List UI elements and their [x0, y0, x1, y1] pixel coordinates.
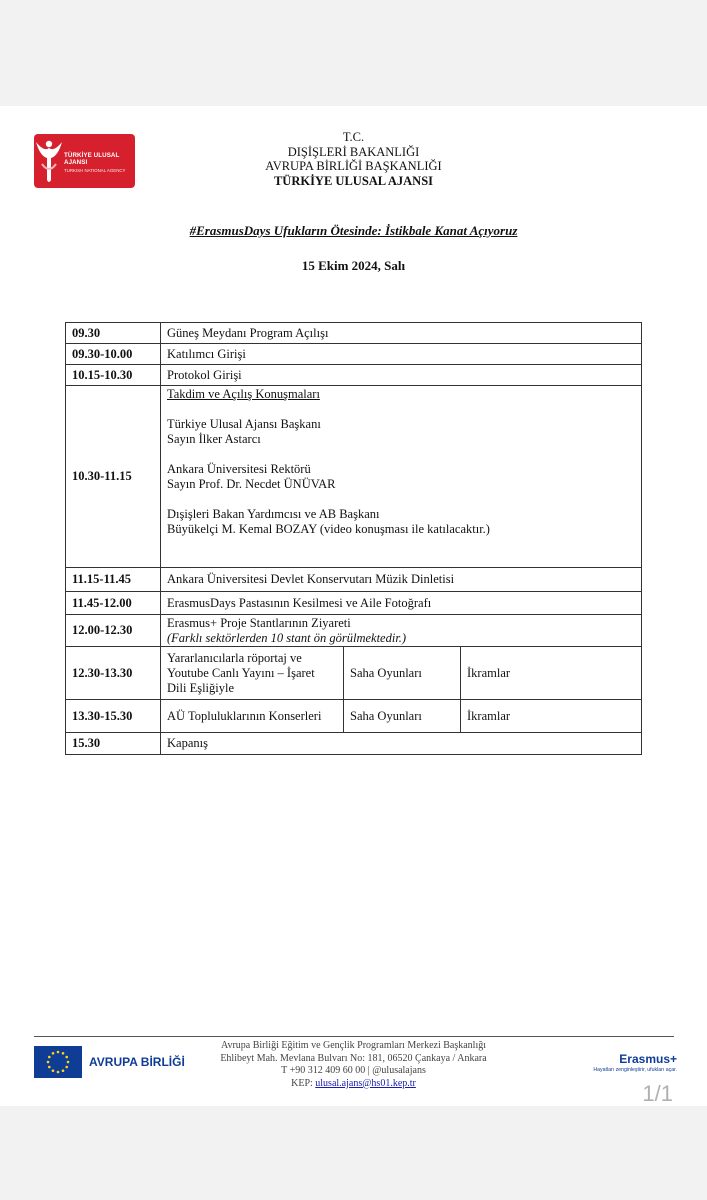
speaker-2-role: Ankara Üniversitesi Rektörü [167, 462, 311, 476]
table-row [66, 647, 642, 700]
time-cell: 10.15-10.30 [66, 365, 161, 386]
time-cell: 12.00-12.30 [66, 615, 161, 647]
table-row [66, 323, 642, 344]
erasmus-logo [593, 1052, 677, 1073]
letterhead-line-4: TÜRKİYE ULUSAL AJANSI [273, 173, 434, 188]
speeches-heading: Takdim ve Açılış Konuşmaları [167, 387, 320, 401]
time-cell: 10.30-11.15 [66, 386, 161, 568]
table-row [66, 365, 642, 386]
letterhead-line-2: DIŞİŞLERİ BAKANLIĞI [287, 144, 420, 159]
kep-email-link[interactable]: ulusal.ajans@hs01.kep.tr [315, 1077, 416, 1089]
activity-cell: ErasmusDays Pastasının Kesilmesi ve Aile Fotoğrafı [161, 592, 642, 615]
speaker-2-name: Sayın Prof. Dr. Necdet ÜNÜVAR [167, 477, 336, 491]
table-row [66, 700, 642, 733]
table-row [66, 344, 642, 365]
letterhead-line-3: AVRUPA BİRLİĞİ BAŞKANLIĞI [265, 159, 442, 173]
activity-cell: Güneş Meydanı Program Açılışı [161, 323, 642, 344]
stand-visit-note: (Farklı sektörlerden 10 stant ön görülmektedir.) [167, 630, 407, 645]
table-row [66, 615, 642, 647]
time-cell: 13.30-15.30 [66, 700, 161, 733]
activity-cell: Katılımcı Girişi [161, 344, 642, 365]
activity-cell: Kapanış [161, 733, 642, 755]
footer-org: Avrupa Birliği Eğitim ve Gençlik Programları Merkezi Başkanlığı [220, 1040, 487, 1051]
page-indicator: 1/1 [642, 1081, 673, 1106]
logo-title: TÜRKİYE ULUSAL AJANSI [64, 152, 120, 166]
table-row [66, 386, 642, 568]
erasmus-tagline: Hayatları zenginleştirir, ufukları açar. [593, 1067, 677, 1073]
activity-cell: Yararlanıcılarla röportaj ve Youtube Canlı Yayını – İşaret Dili Eşliğiyle [161, 647, 344, 700]
table-row [66, 592, 642, 615]
footer-divider [34, 1036, 674, 1037]
event-title: #ErasmusDays Ufukların Ötesinde: İstikbale Kanat Açıyoruz [189, 223, 518, 238]
erasmus-label: Erasmus+ [619, 1052, 677, 1066]
letterhead-line-1: T.C. [342, 130, 365, 144]
document-page [0, 106, 707, 1106]
table-row [66, 733, 642, 755]
footer-street: Ehlibeyt Mah. Mevlana Bulvarı No: 181, 06520 Çankaya / Ankara [220, 1052, 487, 1064]
eu-label: AVRUPA BİRLİĞİ [89, 1055, 185, 1069]
catering-cell: İkramlar [461, 700, 642, 733]
time-cell: 12.30-13.30 [66, 647, 161, 700]
speaker-3-name: Büyükelçi M. Kemal BOZAY (video konuşması ile katılacaktır.) [167, 522, 490, 536]
activity-cell: Ankara Üniversitesi Devlet Konservutarı Müzik Dinletisi [161, 568, 642, 592]
stand-visit-text: Erasmus+ Proje Stantlarının Ziyareti [167, 615, 351, 630]
activity-cell [161, 386, 642, 568]
logo-subtitle: TURKISH NATIONAL AGENCY [64, 168, 126, 173]
letterhead [0, 130, 707, 188]
activity-cell [161, 615, 642, 647]
activity-cell: AÜ Topluluklarının Konserleri [161, 700, 344, 733]
kep-label: KEP: [291, 1077, 313, 1089]
table-row [66, 568, 642, 592]
time-cell: 15.30 [66, 733, 161, 755]
catering-cell: İkramlar [461, 647, 642, 700]
time-cell: 11.15-11.45 [66, 568, 161, 592]
speaker-3-role: Dışişleri Bakan Yardımcısı ve AB Başkanı [167, 507, 380, 521]
schedule-table [65, 322, 642, 755]
speaker-1-name: Sayın İlker Astarcı [167, 432, 261, 446]
speaker-1-role: Türkiye Ulusal Ajansı Başkanı [167, 417, 321, 431]
parallel-activity-cell: Saha Oyunları [344, 700, 461, 733]
parallel-activity-cell: Saha Oyunları [344, 647, 461, 700]
time-cell: 11.45-12.00 [66, 592, 161, 615]
event-date: 15 Ekim 2024, Salı [301, 258, 406, 273]
footer-kep [0, 1078, 707, 1091]
activity-cell: Protokol Girişi [161, 365, 642, 386]
time-cell: 09.30 [66, 323, 161, 344]
time-cell: 09.30-10.00 [66, 344, 161, 365]
footer-phone: T +90 312 409 60 00 | @ulusalajans [281, 1065, 426, 1077]
